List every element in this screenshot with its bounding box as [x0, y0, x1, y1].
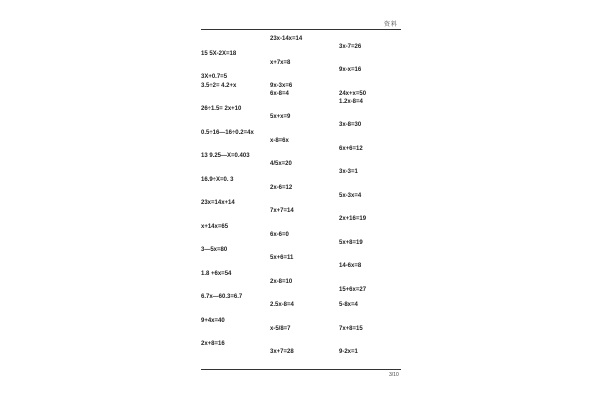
equation: 24x+x=50	[339, 91, 367, 97]
equation: 2x-6=12	[270, 185, 293, 191]
header-label: 资料	[384, 21, 399, 28]
equation: 2x-8=10	[270, 279, 293, 285]
equation: 0.5÷16—16÷0.2=4x	[201, 130, 254, 136]
equation: 6x-6=0	[270, 232, 289, 238]
equation: 3x-3=1	[339, 169, 358, 175]
equation: x-5/8=7	[270, 326, 291, 332]
equation: 2x+8=16	[201, 341, 225, 347]
equation: 5x+6=11	[270, 255, 294, 261]
equation: 5-8x=4	[339, 302, 358, 308]
equation: 9x-x=16	[339, 67, 362, 73]
equation: 2x+16=19	[339, 216, 367, 222]
equation: 1.2x-8=4	[339, 99, 363, 105]
equation: 23x=14x+14	[201, 200, 235, 206]
equation: 3—5x=80	[201, 247, 228, 253]
equation: 5x-3x=4	[339, 193, 362, 199]
equation: 3X+0.7=5	[201, 74, 228, 80]
equation: 9x-3x=6	[270, 83, 293, 89]
equation: 15+6x=27	[339, 287, 367, 293]
equation: 3x+7=28	[270, 349, 294, 355]
equation: 9-2x=1	[339, 349, 358, 355]
equation: 16.9÷X=0. 3	[201, 177, 234, 183]
equation: 3x-7=26	[339, 44, 362, 50]
equation: x-8=6x	[270, 138, 289, 144]
equation: 4/5x=20	[270, 161, 292, 167]
header-rule	[201, 29, 401, 30]
equation: 1.8 +6x=54	[201, 271, 232, 277]
equation: 6x+6=12	[339, 146, 363, 152]
equation: 3.5÷2= 4.2+x	[201, 83, 237, 89]
equation: 26÷1.5= 2x+10	[201, 106, 242, 112]
equation: 2.5x-8=4	[270, 302, 294, 308]
equation: 3x-8=30	[339, 122, 362, 128]
equation: 14-6x=8	[339, 263, 362, 269]
footer-rule	[201, 369, 401, 370]
equation: 13 9.25—X=0.403	[201, 153, 250, 159]
equation: 5x+x=9	[270, 114, 291, 120]
equation: 7x+7=14	[270, 208, 294, 214]
equation: x+7x=8	[270, 60, 291, 66]
equation: 7x+8=15	[339, 326, 363, 332]
equation: 6.7x—60.3=6.7	[201, 294, 243, 300]
equation: 9+4x=40	[201, 318, 225, 324]
equation: 15 5X-2X=18	[201, 51, 237, 57]
page-number: 3/10	[389, 372, 399, 378]
equation: 6x-8=4	[270, 91, 289, 97]
equation: 23x-14x=14	[270, 36, 303, 42]
equation: x+14x=65	[201, 224, 229, 230]
equation: 5x+8=19	[339, 240, 363, 246]
